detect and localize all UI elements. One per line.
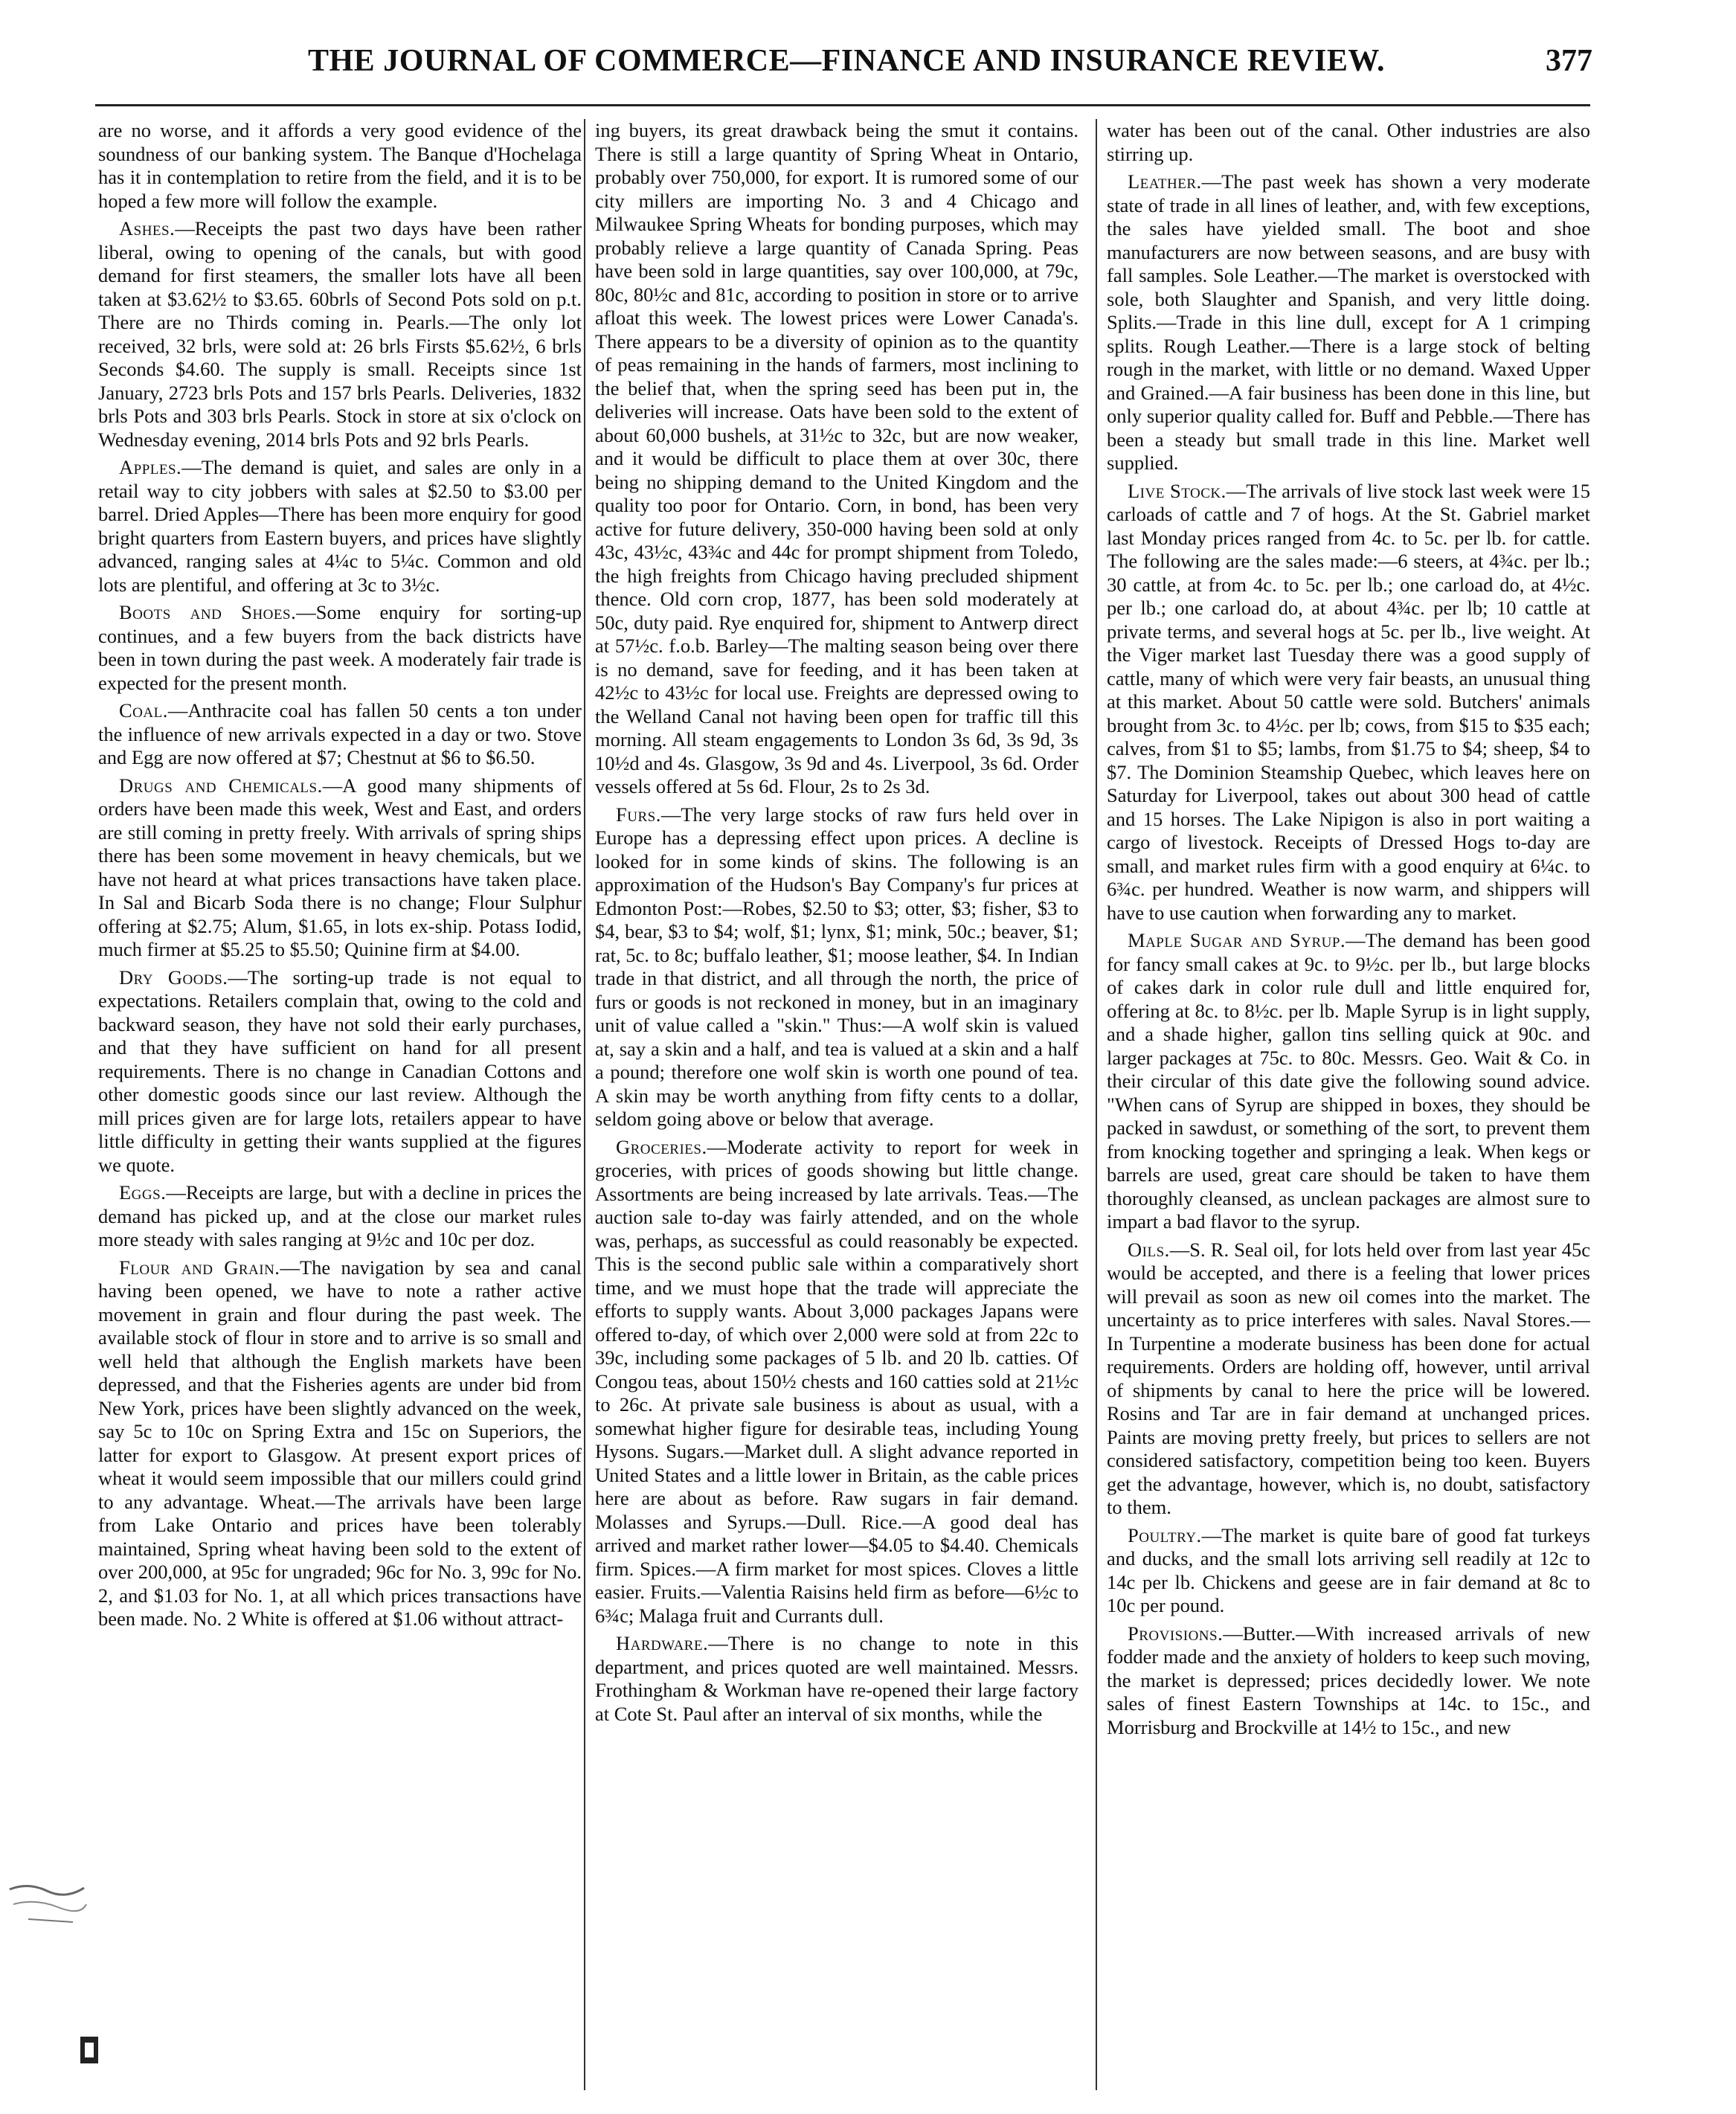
article-paragraph (1107, 1524, 1590, 1618)
column-3 (1107, 119, 1590, 2090)
paragraph-text: —The past week has shown a very moderate state of trade in all lines of leather, and, with few exceptions, the sales have yielded small. The boot and shoe manufacturers are now between seasons, and are busy with fall samples. Sole Leather.—The market is overstocked with sole, both Slaughter and Spanish, and very little doing. Splits.—Trade in this line dull, except for A 1 crimping splits. Rough Leather.—There is a large stock of belting rough in the market, with little or no demand. Waxed Upper and Grained.—A fair business has been done in this line, but only superior quality called for. Buff and Pebble.—There has been a steady but small trade in this line. Market well supplied. (1107, 170, 1590, 474)
paragraph-text: are no worse, and it affords a very good evidence of the soundness of our banking system. The Banque d'Hochelaga has it in contemplation to retire from the field, and it is to be hoped a few more will follow the example. (98, 119, 582, 212)
section-heading: Maple Sugar and Syrup. (1128, 929, 1346, 951)
section-heading: Drugs and Chemicals. (119, 774, 323, 797)
section-heading: Apples. (119, 456, 182, 478)
section-heading: Coal. (119, 699, 168, 722)
article-paragraph (98, 601, 582, 695)
column-2 (595, 119, 1078, 2090)
section-heading: Dry Goods. (119, 966, 228, 989)
section-heading: Eggs. (119, 1181, 167, 1204)
article-paragraph (595, 803, 1078, 1131)
article-paragraph (595, 1632, 1078, 1726)
paragraph-text: —A good many shipments of orders have been made this week, West and East, and orders are still coming in pretty freely. With arrivals of spring ships there has been some movement in heavy chemicals, but we have not heard at what prices transactions have taken place. In Sal and Bicarb Soda there is no change; Flour Sulphur offering at $2.75; Alum, $1.65, in lots ex-ship. Potass Iodid, much firmer at $5.25 to $5.50; Quinine firm at $4.00. (98, 774, 582, 960)
paragraph-text: —The very large stocks of raw furs held over in Europe has a depressing effect upon prices. A decline is looked for in some kinds of skins. The following is an approximation of the Hudson's Bay Company's fur prices at Edmonton Post:—Robes, $2.50 to $3; otter, $3; fisher, $3 to $4, bear, $3 to $4; wolf, $1; lynx, $1; mink, 50c.; beaver, $1; rat, 5c. to 8c; buffalo leather, $1; moose leather, $4. In Indian trade in that district, and all through the north, the price of furs or goods is not reckoned in money, but in an imaginary unit of value called a "skin." Thus:—A wolf skin is valued at, say a skin and a half, and tea is valued at a skin and a half a pound; therefore one wolf skin is worth one pound of tea. A skin may be worth anything from fifty cents to a dollar, seldom going above or below that average. (595, 803, 1078, 1130)
header-rule (95, 104, 1590, 106)
article-paragraph (98, 699, 582, 770)
article-paragraph (98, 119, 582, 213)
column-divider (1096, 119, 1097, 2090)
journal-title: THE JOURNAL OF COMMERCE—FINANCE AND INSURANCE REVIEW. (308, 44, 1386, 78)
section-heading: Poultry. (1128, 1523, 1202, 1546)
section-heading: Provisions. (1128, 1622, 1224, 1645)
article-paragraph (595, 119, 1078, 799)
paragraph-text: —The demand is quiet, and sales are only in a retail way to city jobbers with sales at $2.50 to $3.00 per barrel. Dried Apples—There has been more enquiry for good bright quarters from Eastern buyers, and prices have slightly advanced, ranging sales at 4¼c to 5¼c. Common and old lots are plentiful, and offering at 3c to 3½c. (98, 456, 582, 596)
section-heading: Live Stock. (1128, 479, 1227, 502)
running-head (0, 43, 1736, 88)
article-paragraph (1107, 929, 1590, 1234)
page-number: 377 (1546, 44, 1592, 78)
section-heading: Flour and Grain. (119, 1256, 280, 1279)
article-paragraph (1107, 480, 1590, 925)
article-paragraph (1107, 119, 1590, 166)
article-paragraph (98, 1256, 582, 1631)
section-heading: Oils. (1128, 1238, 1170, 1261)
section-heading: Ashes. (119, 217, 176, 240)
paragraph-text: —Moderate activity to report for week in groceries, with prices of goods showing but little change. Assortments are being increased by late arrivals. Teas.—The auction sale to-day was fairly attended, and on the whole was, perhaps, as successful as could reasonably be expected. This is the second public sale within a comparatively short time, and we must hope that the trade will appreciate the efforts to supply wants. About 3,000 packages Japans were offered to-day, of which over 2,000 were sold at from 22c to 39c, including some packages of 5 lb. and 20 lb. catties. Of Congou teas, about 150½ chests and 160 catties sold at 21½c to 26c. At private sale business is about as usual, with a somewhat higher figure for desirable teas, including Young Hysons. Sugars.—Market dull. A slight advance reported in United States and a little lower in Britain, as the cable prices here are about as before. Raw sugars in fair demand. Molasses and Syrups.—Dull. Rice.—A good deal has arrived and market rather lower—$4.05 to $4.40. Chemicals firm. Spices.—A firm market for most spices. Cloves a little easier. Fruits.—Valentia Raisins held firm as before—6½c to 6¾c; Malaga fruit and Currants dull. (595, 1135, 1078, 1627)
paragraph-text: —The sorting-up trade is not equal to expectations. Retailers complain that, owing to the cold and backward season, they have not sold their early purchases, and that they have sufficient on hand for all present requirements. There is no change in Canadian Cottons and other domestic goods since our last review. Although the mill prices given are for large lots, retailers appear to have little difficulty in getting their wants supplied at the figures we quote. (98, 966, 582, 1176)
printer-mark-icon (76, 2032, 103, 2068)
article-paragraph (98, 774, 582, 962)
column-1 (98, 119, 582, 2090)
article-paragraph (98, 966, 582, 1178)
article-paragraph (595, 1136, 1078, 1628)
section-heading: Hardware. (616, 1632, 709, 1654)
paragraph-text: —Some enquiry for sorting-up continues, and a few buyers from the back districts have been in town during the past week. A moderately fair trade is expected for the present month. (98, 601, 582, 694)
margin-smudge-icon (6, 1845, 88, 1934)
article-paragraph (1107, 170, 1590, 475)
section-heading: Boots and Shoes. (119, 601, 297, 623)
article-paragraph (98, 217, 582, 452)
paragraph-text: —S. R. Seal oil, for lots held over from last year 45c would be accepted, and there is a feeling that lower prices will prevail as soon as new oil comes into the market. The uncertainty as to price interferes with sales. Naval Stores.—In Turpentine a moderate business has been done for actual requirements. Orders are holding off, however, until arrival of shipments by canal to here the price will be lowered. Rosins and Tar are in fair demand at unchanged prices. Paints are moving pretty freely, but prices to sellers are not considered satisfactory, competition being too keen. Buyers get the advantage, however, which is, no doubt, satisfactory to them. (1107, 1238, 1590, 1518)
paragraph-text: —There is no change to note in this department, and prices quoted are well maintained. Messrs. Frothingham & Workman have re-opened their large factory at Cote St. Paul after an interval of six months, while the (595, 1632, 1078, 1725)
article-paragraph (1107, 1622, 1590, 1740)
section-heading: Leather. (1128, 170, 1202, 193)
article-paragraph (98, 1181, 582, 1252)
paragraph-text: —The arrivals of live stock last week were 15 carloads of cattle and 7 of hogs. At the St. Gabriel market last Monday prices ranged from 4c. to 5c. per lb. for cattle. The following are the sales made:—6 steers, at 4¾c. per lb.; 30 cattle, at from 4c. to 5c. per lb.; one carload do, at 4½c. per lb.; one carload do, at about 4¾c. per lb; 10 cattle at private terms, and several hogs at 5c. per lb., live weight. At the Viger market last Tuesday there was a good supply of cattle, many of which were very fair beasts, an unusual thing at this market. About 50 cattle were sold. Butchers' animals brought from 3c. to 4½c. per lb; cows, from $15 to $35 each; calves, from $1 to $5; lambs, from $1.75 to $4; sheep, $4 to $7. The Dominion Steamship Quebec, which leaves here on Saturday for Liverpool, takes out about 300 head of cattle and 15 horses. The Lake Nipigon is also in port waiting a cargo of livestock. Receipts of Dressed Hogs to-day are small, and market rules firm with a good enquiry at 6¼c. to 6¾c. per hundred. Weather is now warm, and shippers will have to use caution when forwarding any to market. (1107, 479, 1590, 924)
paragraph-text: —Receipts are large, but with a decline in prices the demand has picked up, and at the close our market rules more steady with sales ranging at 9½c and 10c per doz. (98, 1181, 582, 1250)
paragraph-text: —The market is quite bare of good fat turkeys and ducks, and the small lots arriving sell readily at 12c to 14c per lb. Chickens and geese are in fair demand at 8c to 10c per pound. (1107, 1523, 1590, 1616)
paragraph-text: —The demand has been good for fancy small cakes at 9c. to 9½c. per lb., but large blocks of cakes dark in color rule dull and little enquired for, offering at 8c. to 8½c. per lb. Maple Syrup is in light supply, and a shade higher, gallon tins selling quick at 90c. and larger packages at 75c. to 80c. Messrs. Geo. Wait & Co. in their circular of this date give the following sound advice. "When cans of Syrup are shipped in boxes, they should be packed in sawdust, or something of the sort, to prevent them from knocking together and springing a leak. When kegs or barrels are used, great care should be taken to have them thoroughly cleansed, as unclean packages are almost sure to impart a bad flavor to the syrup. (1107, 929, 1590, 1233)
paragraph-text: —Butter.—With increased arrivals of new fodder made and the anxiety of holders to keep such moving, the market is depressed; prices decidedly lower. We note sales of finest Eastern Townships at 14c. to 15c., and Morrisburg and Brockville at 14½ to 15c., and new (1107, 1622, 1590, 1738)
section-heading: Groceries. (616, 1135, 707, 1158)
paragraph-text: —The navigation by sea and canal having been opened, we have to note a rather active movement in grain and flour during the past week. The available stock of flour in store and to arrive is so small and well held that although the English markets have been depressed, and that the Fisheries agents are under bid from New York, prices have been slightly advanced on the week, say 5c to 10c on Spring Extra and 15c on Superiors, the latter for export to Glasgow. At present export prices of wheat it would seem impossible that our millers could grind to any advantage. Wheat.—The arrivals have been large from Lake Ontario and prices have been tolerably maintained, Spring wheat having been sold to the extent of over 200,000, at 95c for ungraded; 96c for No. 3, 99c for No. 2, and $1.03 for No. 1, at all which prices transactions have been made. No. 2 White is offered at $1.06 without attract- (98, 1256, 582, 1630)
paragraph-text: —Anthracite coal has fallen 50 cents a ton under the influence of new arrivals expected in a day or two. Stove and Egg are now offered at $7; Chestnut at $6 to $6.50. (98, 699, 582, 768)
article-paragraph (1107, 1238, 1590, 1520)
paragraph-text: —Receipts the past two days have been rather liberal, owing to opening of the canals, but with good demand for first steamers, the smaller lots have all been taken at $3.62½ to $3.65. 60brls of Second Pots sold on p.t. There are no Thirds coming in. Pearls.—The only lot received, 32 brls, were sold at: 26 brls Firsts $5.62½, 6 brls Seconds $4.60. The supply is small. Receipts since 1st January, 2723 brls Pots and 157 brls Pearls. Deliveries, 1832 brls Pots and 303 brls Pearls. Stock in store at six o'clock on Wednesday evening, 2014 brls Pots and 92 brls Pearls. (98, 217, 582, 451)
paragraph-text: ing buyers, its great drawback being the smut it contains. There is still a large quantity of Spring Wheat in Ontario, probably over 750,000, for export. It is rumored some of our city millers are importing No. 3 and 4 Chicago and Milwaukee Spring Wheats for bonding purposes, which may probably relieve a large quantity of Canada Spring. Peas have been sold in large quantities, say over 100,000, at 79c, 80c, 80½c and 81c, according to position in store or to arrive afloat this week. The lowest prices were Lower Canada's. There appears to be a diversity of opinion as to the quantity of peas remaining in the hands of farmers, most inclining to the belief that, when the spring seed has been put in, the deliveries will increase. Oats have been sold to the extent of about 60,000 bushels, at 31½c to 32c, but are now weaker, and it would be difficult to place them at over 30c, there being no shipping demand to the United Kingdom and the quality too poor for Ontario. Corn, in bond, has been very active for future delivery, 350-000 having been sold at only 43c, 43½c, 43¾c and 44c for prompt shipment from Toledo, the high freights from Chicago having precluded shipment thence. Old corn crop, 1877, has been sold moderately at 50c, duty paid. Rye enquired for, shipment to Antwerp direct at 57½c. f.o.b. Barley—The malting season being over there is no demand, save for feeding, and it has been taken at 42½c to 43½c for local use. Freights are depressed owing to the Welland Canal not having been open for traffic till this morning. All steam engagements to London 3s 6d, 3s 9d, 3s 10½d and 4s. Glasgow, 3s 9d and 4s. Liverpool, 3s 6d. Order vessels offered at 5s 6d. Flour, 2s to 2s 3d. (595, 119, 1078, 797)
column-divider (584, 119, 585, 2090)
article-paragraph (98, 456, 582, 597)
section-heading: Furs. (616, 803, 661, 826)
paragraph-text: water has been out of the canal. Other industries are also stirring up. (1107, 119, 1590, 165)
